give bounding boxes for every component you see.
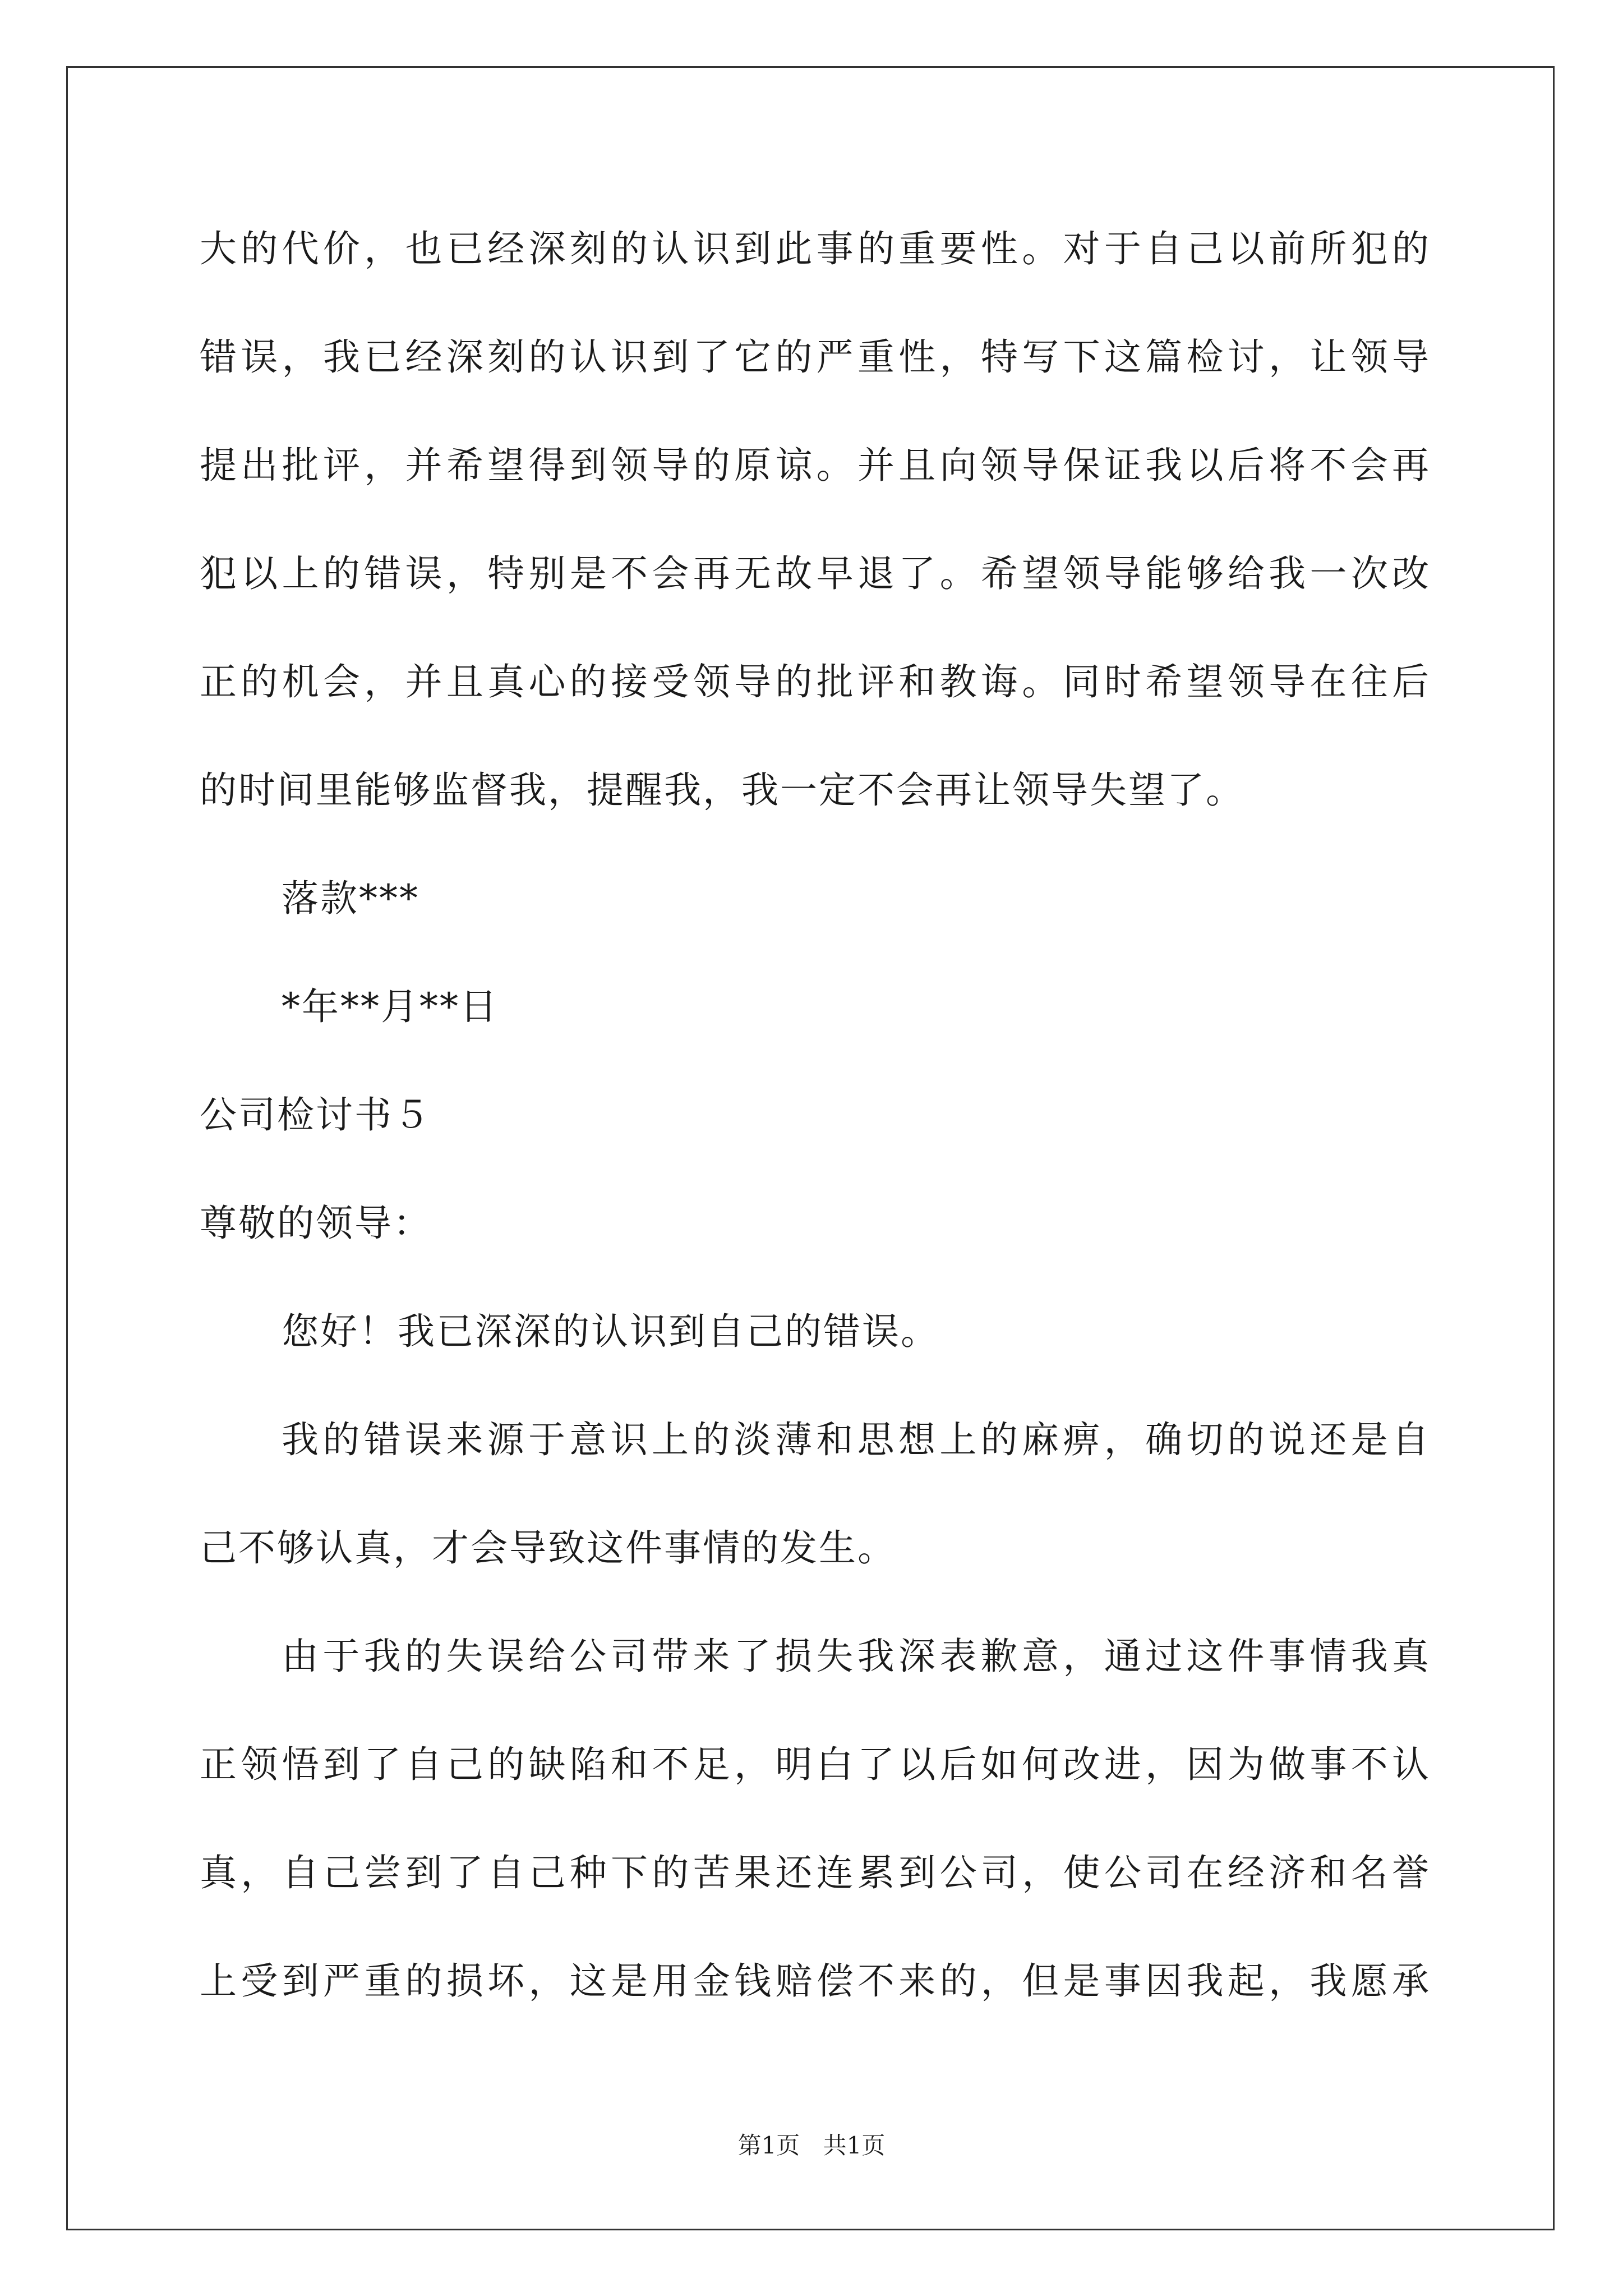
body-line-6: 的时间里能够监督我，提醒我，我一定不会再让领导失望了。 — [200, 769, 1244, 812]
page-total: 共1页 — [823, 2132, 886, 2159]
body-line-2: 错误，我已经深刻的认识到了它的严重性，特写下这篇检讨，让领导 — [200, 335, 1429, 379]
page-number: 第1页 — [737, 2132, 800, 2159]
paragraph-3-line-3: 真，自己尝到了自己种下的苦果还连累到公司，使公司在经济和名誉 — [200, 1851, 1429, 1894]
paragraph-2-line-1: 我的错误来源于意识上的淡薄和思想上的麻痹，确切的说还是自 — [282, 1418, 1429, 1461]
section-title: 公司检讨书５ — [200, 1093, 432, 1137]
body-line-5: 正的机会，并且真心的接受领导的批评和教诲。同时希望领导在往后 — [200, 660, 1429, 703]
paragraph-2-line-2: 己不够认真，才会导致这件事情的发生。 — [200, 1526, 896, 1570]
page-footer — [0, 2134, 1623, 2157]
body-line-1: 大的代价，也已经深刻的认识到此事的重要性。对于自己以前所犯的 — [200, 227, 1429, 270]
paragraph-3-line-4: 上受到严重的损坏，这是用金钱赔偿不来的，但是事因我起，我愿承 — [200, 1959, 1429, 2003]
body-line-4: 犯以上的错误，特别是不会再无故早退了。希望领导能够给我一次改 — [200, 552, 1429, 595]
signature-line: 落款*** — [282, 877, 419, 920]
date-line: *年**月**日 — [282, 985, 499, 1028]
body-line-3: 提出批评，并希望得到领导的原谅。并且向领导保证我以后将不会再 — [200, 444, 1429, 487]
paragraph-3-line-1: 由于我的失误给公司带来了损失我深表歉意，通过这件事情我真 — [282, 1635, 1429, 1678]
salutation: 尊敬的领导： — [200, 1202, 432, 1245]
greeting-line: 您好！我已深深的认识到自己的错误。 — [282, 1310, 939, 1353]
page-border — [66, 66, 1555, 2230]
paragraph-3-line-2: 正领悟到了自己的缺陷和不足，明白了以后如何改进，因为做事不认 — [200, 1743, 1429, 1786]
